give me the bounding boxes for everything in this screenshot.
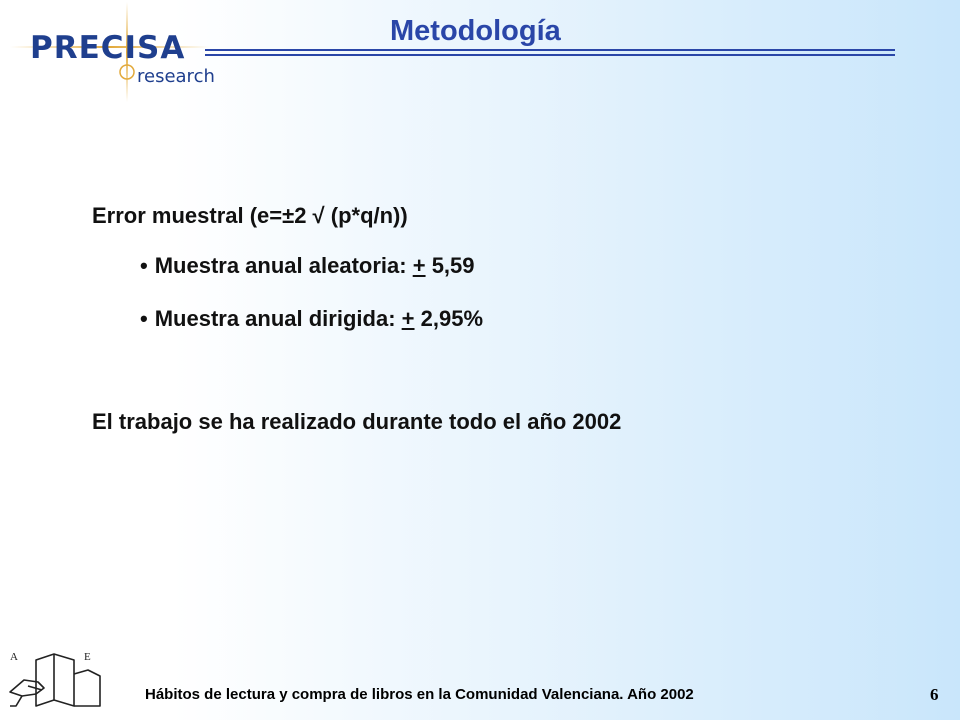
slide-title: Metodología (390, 15, 561, 47)
bullet-icon: • (140, 306, 148, 331)
error-formula-line: Error muestral (e=±2 √ (p*q/n)) (92, 203, 408, 228)
bullet-value: 2,95% (420, 306, 484, 331)
precisa-research-logo (0, 0, 215, 110)
plus-minus-sign: + (412, 253, 426, 278)
ae-letter-a: A (10, 651, 18, 663)
logo-subtext: research (137, 66, 215, 87)
bullet-random-sample (140, 253, 475, 279)
logo-wordmark: PRECISA (30, 30, 186, 66)
bullet-label: Muestra anual aleatoria: (154, 253, 407, 278)
ae-letter-e: E (84, 651, 91, 663)
ae-books-logo (8, 648, 103, 713)
bullet-directed-sample (140, 306, 483, 332)
page-number: 6 (930, 685, 939, 704)
period-line: El trabajo se ha realizado durante todo el año 2002 (92, 409, 622, 434)
bullet-value: 5,59 (431, 253, 475, 278)
hands-book-icon (8, 648, 103, 713)
footer-caption: Hábitos de lectura y compra de libros en la Comunidad Valenciana. Año 2002 (145, 686, 694, 703)
bullet-icon: • (140, 253, 148, 278)
title-rule (205, 49, 895, 56)
plus-minus-sign: + (401, 306, 415, 331)
bullet-label: Muestra anual dirigida: (154, 306, 396, 331)
